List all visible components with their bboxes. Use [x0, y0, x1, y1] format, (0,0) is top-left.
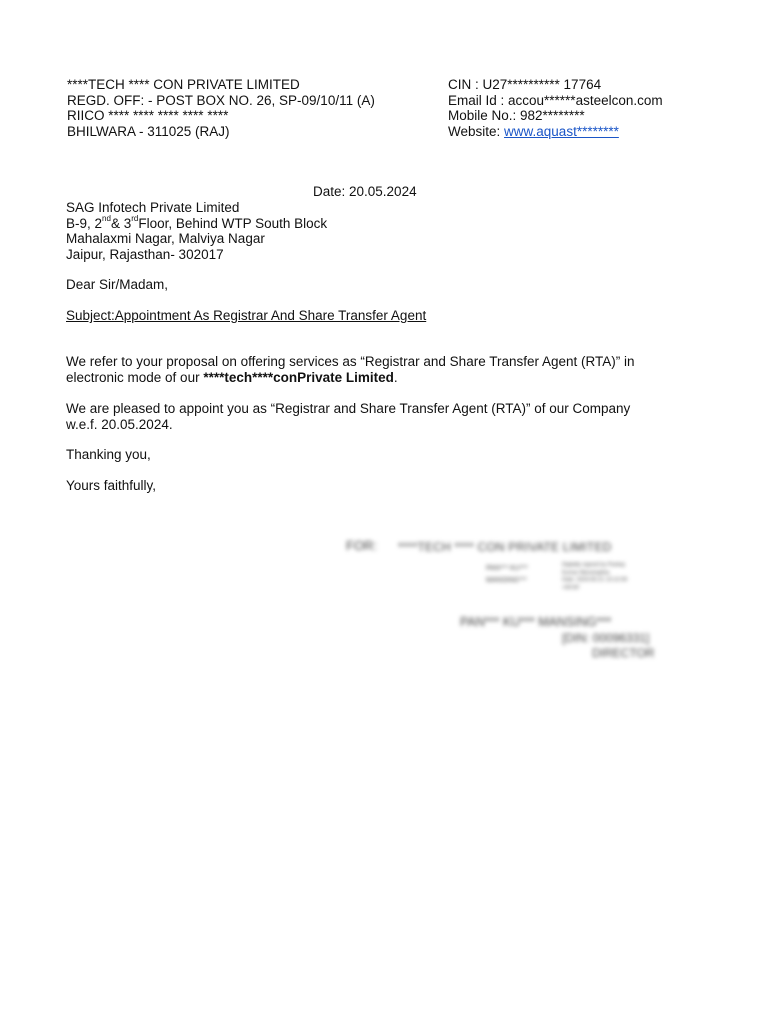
addressee-line-2-part-a: B-9, 2	[66, 215, 103, 231]
signer-line-1: PAN*** KU***	[486, 565, 528, 572]
paragraph-proposal-line-1: We refer to your proposal on offering services as “Registrar and Share Transfer Agent (RTA)” in	[66, 354, 635, 369]
addressee-block	[66, 200, 466, 262]
ordinal-rd: rd	[131, 214, 139, 223]
thanking-line: Thanking you,	[66, 447, 151, 462]
signatory-din: [DIN: 00096331]	[562, 631, 650, 645]
digital-note-line-3: Date: 2024.05.21 13:12:09	[562, 577, 628, 583]
signature-for-label: FOR:	[346, 538, 378, 553]
digital-signature-note	[562, 562, 652, 592]
paragraph-appointment-line-1: We are pleased to appoint you as “Registrar and Share Transfer Agent (RTA)” of our Company	[66, 401, 631, 416]
cin-number: CIN : U27********** 17764	[448, 77, 602, 92]
paragraph-proposal	[66, 354, 706, 385]
closing-line: Yours faithfully,	[66, 478, 157, 493]
proposal-line-2-suffix: .	[393, 369, 398, 385]
ordinal-nd: nd	[102, 214, 111, 223]
addressee-name: SAG Infotech Private Limited	[66, 200, 240, 215]
signer-line-2: MANSING***	[486, 577, 527, 584]
digital-note-line-1: Digitally signed by Pankaj	[562, 562, 625, 568]
addressee-line-2	[66, 216, 466, 232]
signature-signer	[486, 563, 528, 587]
area-line: RIICO **** **** **** **** ****	[67, 108, 229, 123]
letterhead-address	[67, 77, 437, 139]
digital-note-line-2: Kumar Mansinghka	[562, 569, 610, 576]
paragraph-appointment	[66, 401, 706, 432]
letterhead-contact	[448, 77, 748, 139]
company-name: ****TECH **** CON PRIVATE LIMITED	[67, 77, 300, 92]
paragraph-appointment-line-2: w.e.f. 20.05.2024.	[66, 416, 173, 432]
salutation: Dear Sir/Madam,	[66, 277, 169, 292]
website-label: Website:	[448, 123, 505, 139]
company-name-bold: ****tech****conPrivate Limited	[203, 369, 394, 385]
signature-block	[340, 535, 680, 665]
addressee-line-3: Mahalaxmi Nagar, Malviya Nagar	[66, 231, 265, 246]
proposal-line-2-prefix: electronic mode of our	[66, 369, 204, 385]
city-line: BHILWARA - 311025 (RAJ)	[67, 123, 230, 139]
website-link[interactable]: www.aquast********	[504, 123, 619, 139]
email-id: Email Id : accou******asteelcon.com	[448, 92, 663, 108]
subject-line: Subject:Appointment As Registrar And Share Transfer Agent	[66, 308, 427, 323]
digital-note-line-4: +05'30'	[562, 584, 580, 591]
addressee-line-4: Jaipur, Rajasthan- 302017	[66, 246, 224, 262]
letter-date: Date: 20.05.2024	[313, 184, 417, 199]
signature-company: ****TECH **** CON PRIVATE LIMITED	[398, 540, 612, 554]
registered-office: REGD. OFF: - POST BOX NO. 26, SP-09/10/11 (A)	[67, 92, 375, 108]
addressee-line-2-part-c: Floor, Behind WTP South Block	[138, 215, 328, 231]
addressee-line-2-part-b: & 3	[110, 215, 132, 231]
signatory-name: PAN*** KU*** MANSING***	[460, 615, 612, 629]
website-line	[448, 124, 748, 140]
paragraph-proposal-line-2	[66, 370, 706, 386]
signatory-title: DIRECTOR	[592, 646, 655, 660]
mobile-number: Mobile No.: 982********	[448, 108, 585, 123]
